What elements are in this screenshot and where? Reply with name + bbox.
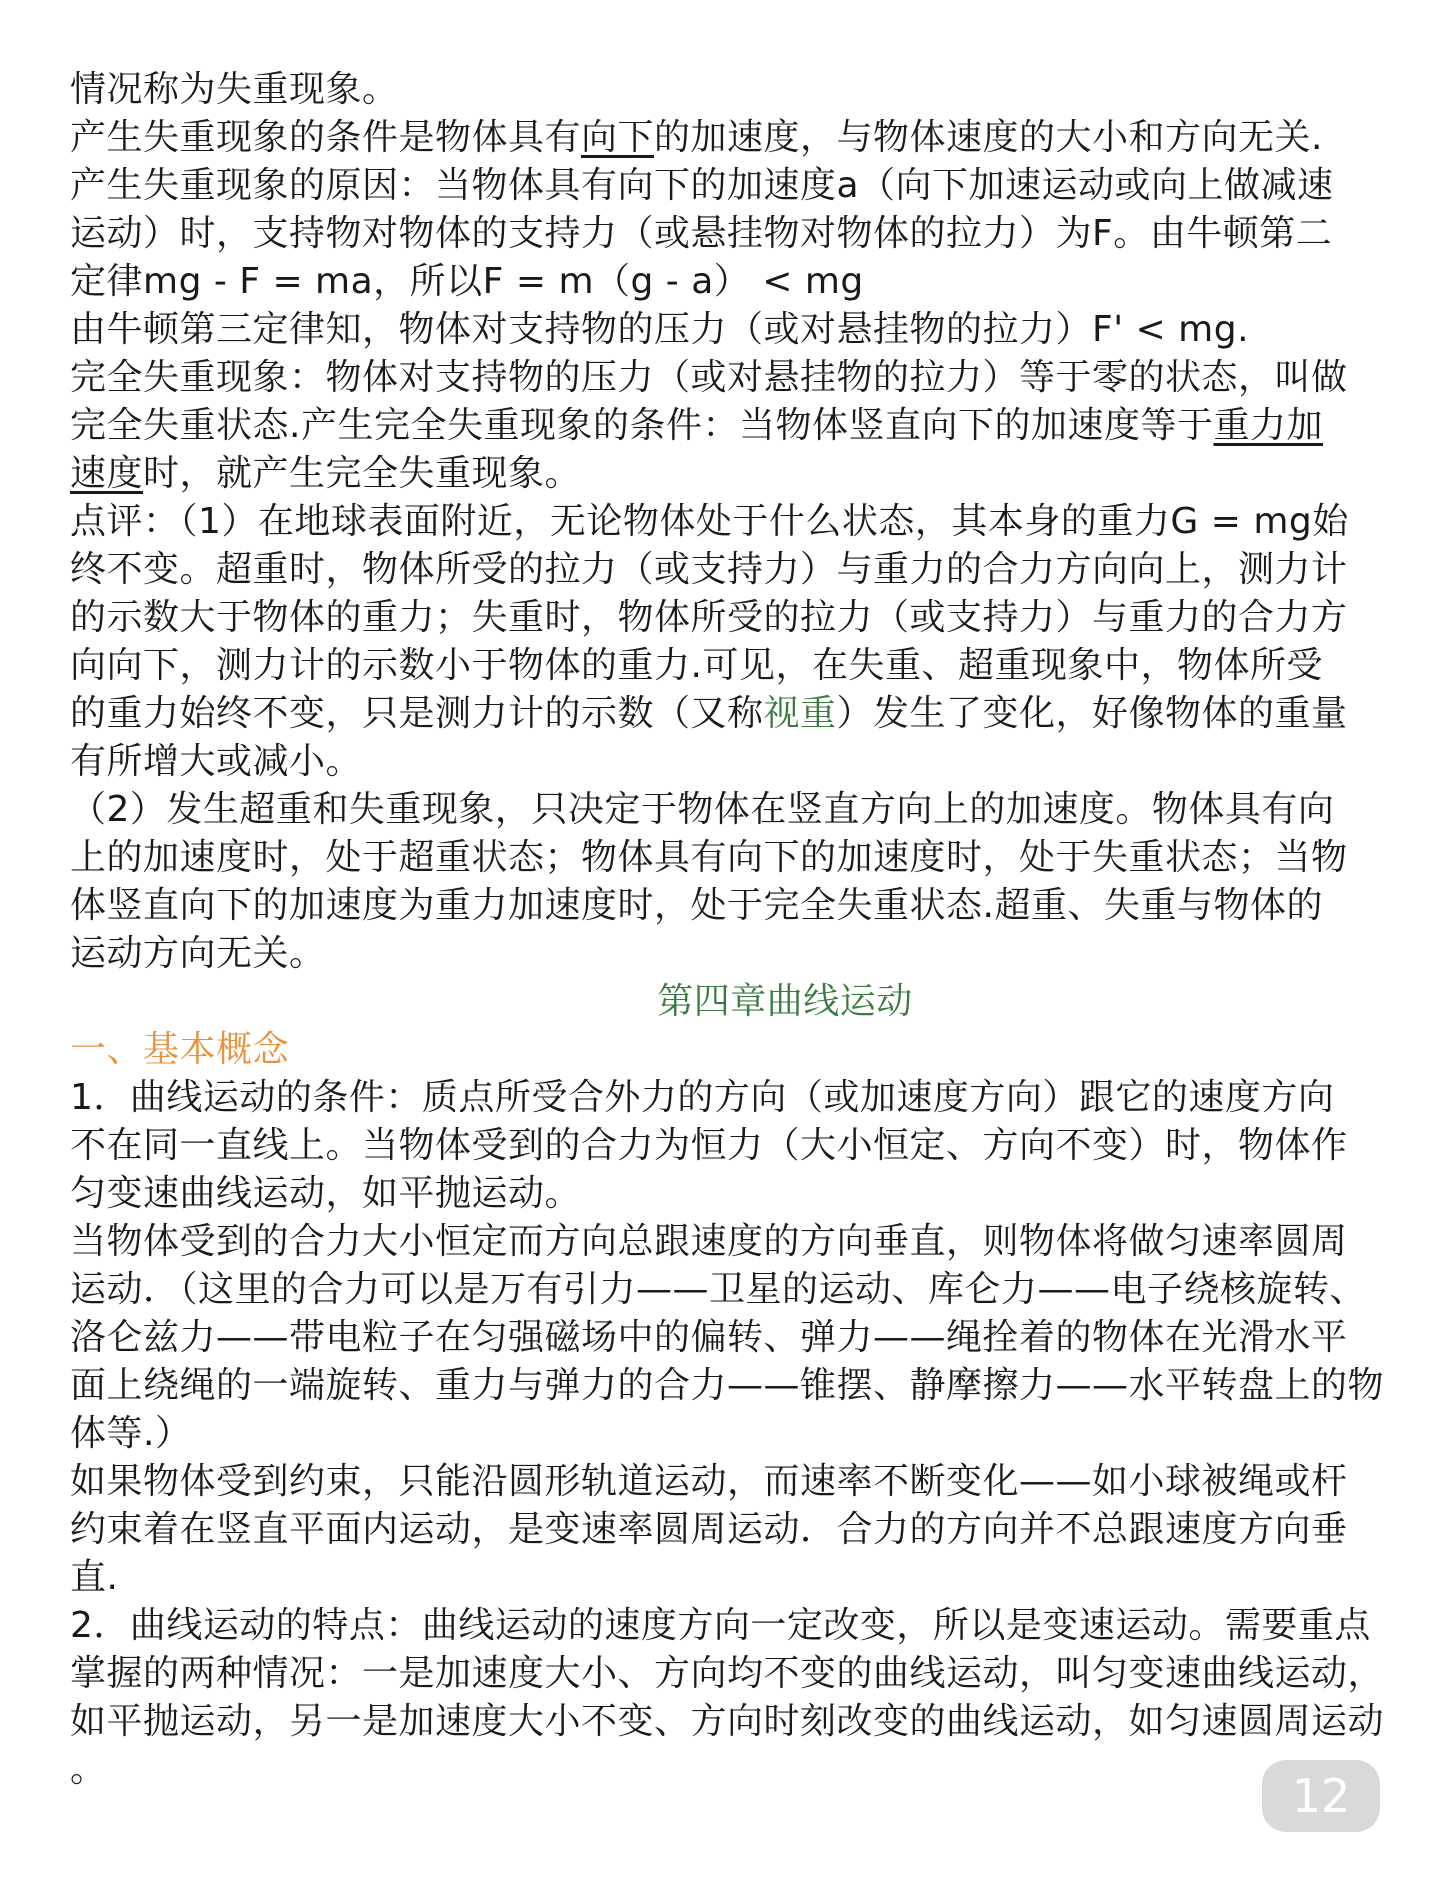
text-line: 上的加速度时，处于超重状态；物体具有向下的加速度时，处于失重状态；当物 <box>70 837 1348 878</box>
underlined-term: 重力加 <box>1213 405 1323 446</box>
text-line: 有所增大或减小。 <box>70 741 363 782</box>
text-line: 情况称为失重现象。 <box>70 69 399 110</box>
section-heading: 一、基本概念 <box>70 1029 290 1070</box>
text-line: 体竖直向下的加速度为重力加速度时，处于完全失重状态.超重、失重与物体的 <box>70 885 1323 926</box>
text-line: 产生失重现象的原因：当物体具有向下的加速度a（向下加速运动或向上做减速 <box>70 165 1334 206</box>
text-line: 的示数大于物体的重力；失重时，物体所受的拉力（或支持力）与重力的合力方 <box>70 597 1348 638</box>
text-line: 向向下，测力计的示数小于物体的重力.可见，在失重、超重现象中，物体所受 <box>70 645 1323 686</box>
highlight-term: 视重 <box>763 693 837 734</box>
text-line: 。 <box>70 1749 107 1790</box>
text-line: 1．曲线运动的条件：质点所受合外力的方向（或加速度方向）跟它的速度方向 <box>70 1077 1335 1118</box>
text-line <box>70 114 1370 162</box>
text-line: 定律mg - F = ma，所以F = m（g - a） < mg <box>70 261 864 302</box>
text-span: ）发生了变化，好像物体的重量 <box>836 693 1348 734</box>
text-line: 面上绕绳的一端旋转、重力与弹力的合力——锥摆、静摩擦力——水平转盘上的物 <box>70 1365 1385 1406</box>
text-line: 运动．（这里的合力可以是万有引力——卫星的运动、库仑力——电子绕核旋转、 <box>70 1269 1367 1310</box>
chapter-title: 第四章曲线运动 <box>657 981 913 1022</box>
text-line: 2．曲线运动的特点：曲线运动的速度方向一定改变，所以是变速运动。需要重点 <box>70 1605 1371 1646</box>
text-span: 完全失重状态.产生完全失重现象的条件：当物体竖直向下的加速度等于 <box>70 405 1214 446</box>
text-line: 当物体受到的合力大小恒定而方向总跟速度的方向垂直，则物体将做匀速率圆周 <box>70 1221 1348 1262</box>
underlined-term: 向下 <box>581 117 655 158</box>
text-line <box>70 450 1370 498</box>
text-line: 洛仑兹力——带电粒子在匀强磁场中的偏转、弹力——绳拴着的物体在光滑水平 <box>70 1317 1348 1358</box>
text-span: 的加速度，与物体速度的大小和方向无关. <box>654 117 1323 158</box>
underlined-term: 速度 <box>70 453 144 494</box>
text-line: 运动）时，支持物对物体的支持力（或悬挂物对物体的拉力）为F。由牛顿第二 <box>70 213 1333 254</box>
text-line: 匀变速曲线运动，如平抛运动。 <box>70 1173 582 1214</box>
text-line: 由牛顿第三定律知，物体对支持物的压力（或对悬挂物的拉力）F' < mg. <box>70 309 1250 350</box>
text-span: 的重力始终不变，只是测力计的示数（又称 <box>70 693 764 734</box>
text-line: 掌握的两种情况：一是加速度大小、方向均不变的曲线运动，叫匀变速曲线运动， <box>70 1653 1385 1694</box>
text-line: 约束着在竖直平面内运动，是变速率圆周运动．合力的方向并不总跟速度方向垂 <box>70 1509 1348 1550</box>
text-line: 如果物体受到约束，只能沿圆形轨道运动，而速率不断变化——如小球被绳或杆 <box>70 1461 1348 1502</box>
text-line: 点评：（1）在地球表面附近，无论物体处于什么状态，其本身的重力G = mg始 <box>70 501 1349 542</box>
text-line: 直. <box>70 1557 119 1598</box>
text-line: 完全失重现象：物体对支持物的压力（或对悬挂物的拉力）等于零的状态，叫做 <box>70 357 1348 398</box>
text-line: 体等.） <box>70 1413 192 1454</box>
text-line: 终不变。超重时，物体所受的拉力（或支持力）与重力的合力方向向上，测力计 <box>70 549 1348 590</box>
page-number-badge: 12 <box>1262 1760 1380 1832</box>
text-line: 如平抛运动，另一是加速度大小不变、方向时刻改变的曲线运动，如匀速圆周运动 <box>70 1701 1385 1742</box>
text-line <box>70 690 1370 738</box>
text-span: 时，就产生完全失重现象。 <box>143 453 582 494</box>
text-line: 运动方向无关。 <box>70 933 326 974</box>
document-body <box>70 66 1385 1794</box>
text-line <box>70 402 1370 450</box>
text-line: （2）发生超重和失重现象，只决定于物体在竖直方向上的加速度。物体具有向 <box>70 789 1335 830</box>
text-span: 产生失重现象的条件是物体具有 <box>70 117 582 158</box>
text-line: 不在同一直线上。当物体受到的合力为恒力（大小恒定、方向不变）时，物体作 <box>70 1125 1348 1166</box>
